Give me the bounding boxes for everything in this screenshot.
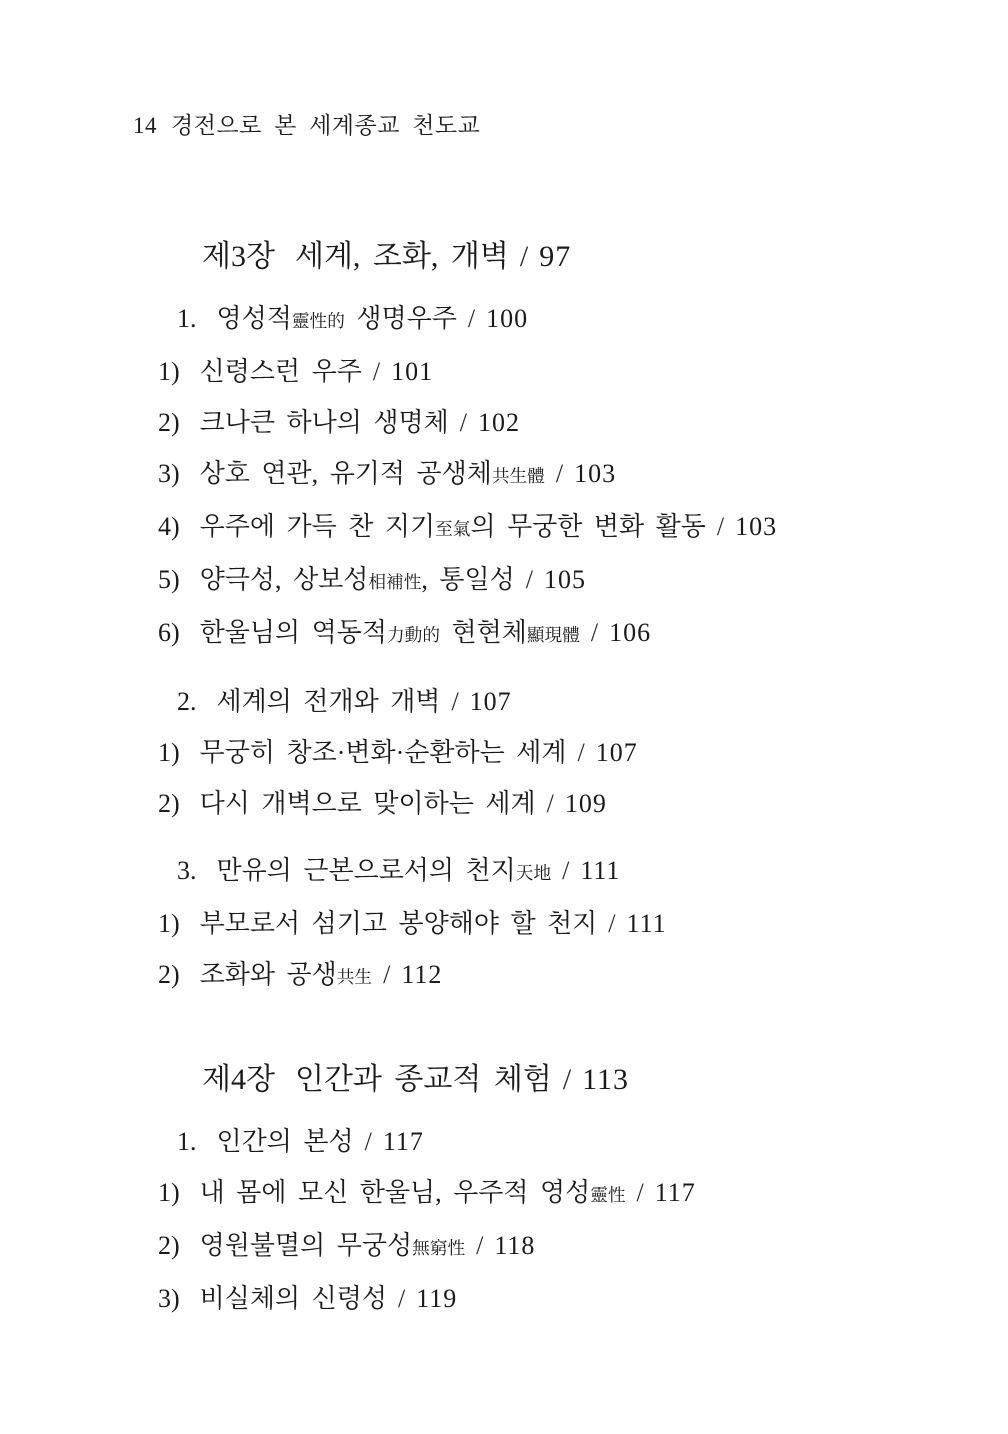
page-separator: / xyxy=(459,408,467,437)
text-segment: , 통일성 xyxy=(421,565,515,594)
page-separator: / xyxy=(555,459,564,488)
entry-label: 제3장 xyxy=(202,240,275,273)
entry-page-number: 111 xyxy=(580,856,621,885)
toc-entry-subitem xyxy=(0,406,1008,440)
toc-entry-subitem xyxy=(0,510,1008,546)
entry-page-number: 101 xyxy=(391,357,434,386)
entry-text xyxy=(295,240,509,273)
toc-entry-subitem xyxy=(0,787,1008,821)
toc-entry-subitem xyxy=(0,563,1008,599)
page-separator: / xyxy=(577,738,585,767)
toc-entry-section xyxy=(0,302,1008,338)
entry-text xyxy=(217,687,441,716)
toc-entry-subitem xyxy=(0,616,1008,652)
entry-label: 1. xyxy=(177,1127,197,1156)
page-separator: / xyxy=(525,565,533,594)
toc-entry-section xyxy=(0,1125,1008,1159)
entry-page-number: 107 xyxy=(469,687,512,716)
toc-entry-subitem xyxy=(0,1229,1008,1265)
table-of-contents xyxy=(0,140,1008,1333)
text-segment: 다시 개벽으로 맞이하는 세계 xyxy=(199,789,536,818)
text-segment: 신령스런 우주 xyxy=(199,357,362,386)
text-segment: 한울님의 역동적 xyxy=(199,618,387,647)
text-segment: 만유의 근본으로서의 천지 xyxy=(216,856,516,885)
page-separator: / xyxy=(590,618,599,647)
page-separator: / xyxy=(562,856,570,885)
page-separator: / xyxy=(476,1231,484,1260)
hanja-annotation: 天地 xyxy=(515,863,552,883)
text-segment: 세계, 조화, 개벽 xyxy=(294,240,509,273)
entry-label: 2) xyxy=(158,1231,180,1260)
entry-label: 1) xyxy=(158,909,180,938)
entry-label: 3) xyxy=(158,1284,180,1313)
entry-text xyxy=(200,408,449,437)
page-separator: / xyxy=(562,1063,572,1096)
text-segment: 비실체의 신령성 xyxy=(199,1284,387,1313)
text-segment: 크나큰 하나의 생명체 xyxy=(199,408,449,437)
entry-page-number: 103 xyxy=(735,512,778,541)
page-separator: / xyxy=(364,1127,372,1156)
page-separator: / xyxy=(451,687,459,716)
entry-label: 2) xyxy=(158,408,180,437)
entry-label: 5) xyxy=(158,565,180,594)
text-segment: 영원불멸의 무궁성 xyxy=(199,1231,413,1260)
entry-page-number: 103 xyxy=(574,459,617,488)
entry-page-number: 107 xyxy=(595,738,638,767)
entry-label: 4) xyxy=(158,512,180,541)
text-segment: 의 무궁한 변화 활동 xyxy=(470,512,706,541)
entry-text xyxy=(217,304,457,333)
entry-label: 6) xyxy=(158,618,180,647)
entry-page-number: 118 xyxy=(494,1231,536,1260)
entry-page-number: 117 xyxy=(382,1127,424,1156)
hanja-annotation: 相補性 xyxy=(368,572,422,592)
entry-text xyxy=(200,459,545,488)
toc-entry-subitem xyxy=(0,457,1008,493)
entry-page-number: 105 xyxy=(543,565,586,594)
toc-entry-subitem xyxy=(0,1282,1008,1316)
toc-entry-subitem xyxy=(0,1176,1008,1212)
toc-entry-subitem xyxy=(0,355,1008,389)
text-segment: 양극성, 상보성 xyxy=(199,565,369,594)
entry-text xyxy=(200,1178,626,1207)
entry-label: 1) xyxy=(158,738,180,767)
entry-page-number: 109 xyxy=(564,789,607,818)
text-segment: 조화와 공생 xyxy=(199,960,337,989)
entry-text xyxy=(200,1284,387,1313)
toc-entry-subitem xyxy=(0,736,1008,770)
text-segment: 무궁히 창조·변화·순환하는 세계 xyxy=(199,738,567,767)
entry-label: 2) xyxy=(158,960,180,989)
hanja-annotation: 無窮性 xyxy=(412,1238,466,1258)
page-separator: / xyxy=(372,357,381,386)
entry-page-number: 106 xyxy=(609,618,652,647)
toc-entry-section xyxy=(0,854,1008,890)
page-separator: / xyxy=(519,240,529,273)
toc-entry-chapter xyxy=(0,1059,1008,1101)
entry-text xyxy=(200,1231,465,1260)
hanja-annotation: 力動的 xyxy=(386,625,440,645)
hanja-annotation: 靈性 xyxy=(590,1185,626,1205)
page-separator: / xyxy=(608,909,616,938)
entry-page-number: 97 xyxy=(539,240,572,273)
entry-page-number: 113 xyxy=(582,1063,630,1096)
entry-page-number: 111 xyxy=(626,909,667,938)
entry-label: 1) xyxy=(158,357,180,386)
hanja-annotation: 共生 xyxy=(336,967,373,987)
text-segment: 인간의 본성 xyxy=(216,1127,354,1156)
text-segment: 상호 연관, 유기적 공생체 xyxy=(199,459,492,488)
entry-text xyxy=(295,1063,552,1096)
page-separator: / xyxy=(546,789,554,818)
entry-text xyxy=(200,512,706,541)
entry-label: 3. xyxy=(177,856,197,885)
page-separator: / xyxy=(467,304,476,333)
entry-label: 1. xyxy=(177,304,197,333)
entry-page-number: 100 xyxy=(486,304,529,333)
entry-page-number: 112 xyxy=(401,960,443,989)
entry-text xyxy=(200,357,362,386)
entry-page-number: 102 xyxy=(477,408,520,437)
entry-text xyxy=(200,565,515,594)
page-separator: / xyxy=(716,512,725,541)
page-separator: / xyxy=(636,1178,644,1207)
text-segment: 세계의 전개와 개벽 xyxy=(216,687,441,716)
entry-page-number: 119 xyxy=(416,1284,458,1313)
entry-label: 2) xyxy=(158,789,180,818)
entry-text xyxy=(217,1127,354,1156)
header-book-title: 경전으로 본 세계종교 천도교 xyxy=(171,113,481,138)
text-segment: 인간과 종교적 체험 xyxy=(294,1063,552,1096)
toc-entry-subitem xyxy=(0,958,1008,994)
entry-label: 2. xyxy=(177,687,197,716)
text-segment: 내 몸에 모신 한울님, 우주적 영성 xyxy=(199,1178,591,1207)
hanja-annotation: 至氣 xyxy=(435,519,471,539)
toc-entry-section xyxy=(0,685,1008,719)
page-separator: / xyxy=(383,960,391,989)
entry-text xyxy=(200,960,372,989)
text-segment: 현현체 xyxy=(440,618,527,647)
text-segment: 생명우주 xyxy=(344,304,457,333)
entry-text xyxy=(200,738,567,767)
running-header xyxy=(133,112,1008,140)
text-segment: 영성적 xyxy=(216,304,292,333)
toc-entry-chapter xyxy=(0,236,1008,278)
entry-text xyxy=(217,856,552,885)
page-separator: / xyxy=(397,1284,406,1313)
entry-text xyxy=(200,618,580,647)
entry-label: 1) xyxy=(158,1178,180,1207)
hanja-annotation: 共生體 xyxy=(491,466,545,486)
hanja-annotation: 靈性的 xyxy=(291,311,345,331)
entry-label: 제4장 xyxy=(202,1063,275,1096)
entry-text xyxy=(200,909,598,938)
entry-page-number: 117 xyxy=(654,1178,696,1207)
header-page-number: 14 xyxy=(133,113,157,138)
entry-text xyxy=(200,789,536,818)
text-segment: 우주에 가득 찬 지기 xyxy=(199,512,436,541)
text-segment: 부모로서 섬기고 봉양해야 할 천지 xyxy=(199,909,598,938)
hanja-annotation: 顯現體 xyxy=(526,625,580,645)
entry-label: 3) xyxy=(158,459,180,488)
toc-entry-subitem xyxy=(0,907,1008,941)
